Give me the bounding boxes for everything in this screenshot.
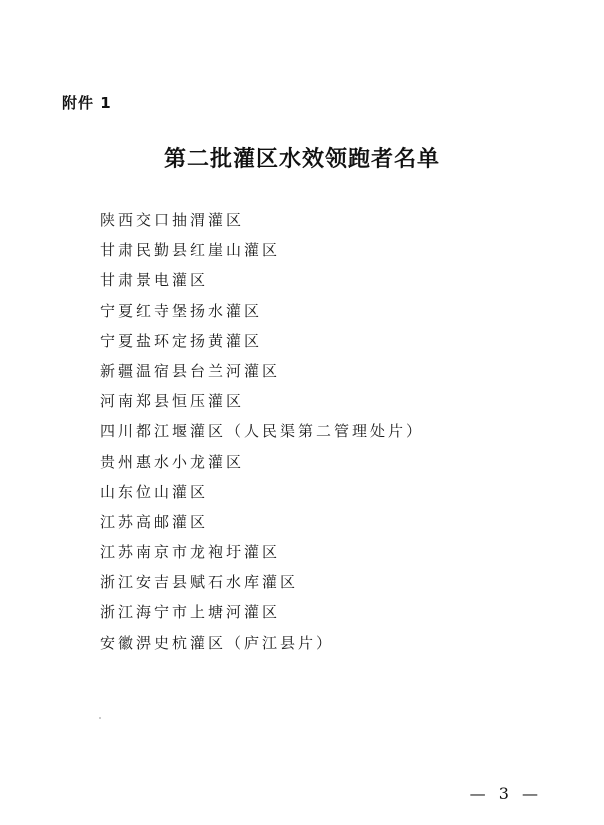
list-item: 江苏高邮灌区 [100, 512, 209, 531]
list-item: 甘肃景电灌区 [100, 271, 209, 290]
list-item: 甘肃民勤县红崖山灌区 [100, 241, 281, 260]
page-number: — 3 — [469, 784, 542, 803]
scan-speck [99, 717, 101, 719]
attachment-label: 附件 1 [62, 94, 112, 112]
list-item: 河南郑县恒压灌区 [100, 392, 245, 411]
list-item: 江苏南京市龙袍圩灌区 [100, 543, 281, 562]
list-item: 浙江安吉县赋石水库灌区 [100, 573, 299, 592]
list-item: 安徽淠史杭灌区（庐江县片） [100, 633, 335, 652]
list-item: 陕西交口抽渭灌区 [100, 211, 245, 229]
list-item: 山东位山灌区 [100, 482, 209, 501]
irrigation-district-list [100, 205, 424, 658]
list-item: 贵州惠水小龙灌区 [100, 452, 245, 471]
list-item: 宁夏红寺堡扬水灌区 [100, 301, 263, 320]
list-item: 宁夏盐环定扬黄灌区 [100, 331, 263, 350]
list-item: 四川都江堰灌区（人民渠第二管理处片） [100, 422, 425, 441]
list-item: 新疆温宿县台兰河灌区 [100, 361, 281, 380]
page-title: 第二批灌区水效领跑者名单 [163, 147, 440, 172]
list-item: 浙江海宁市上塘河灌区 [100, 603, 281, 622]
